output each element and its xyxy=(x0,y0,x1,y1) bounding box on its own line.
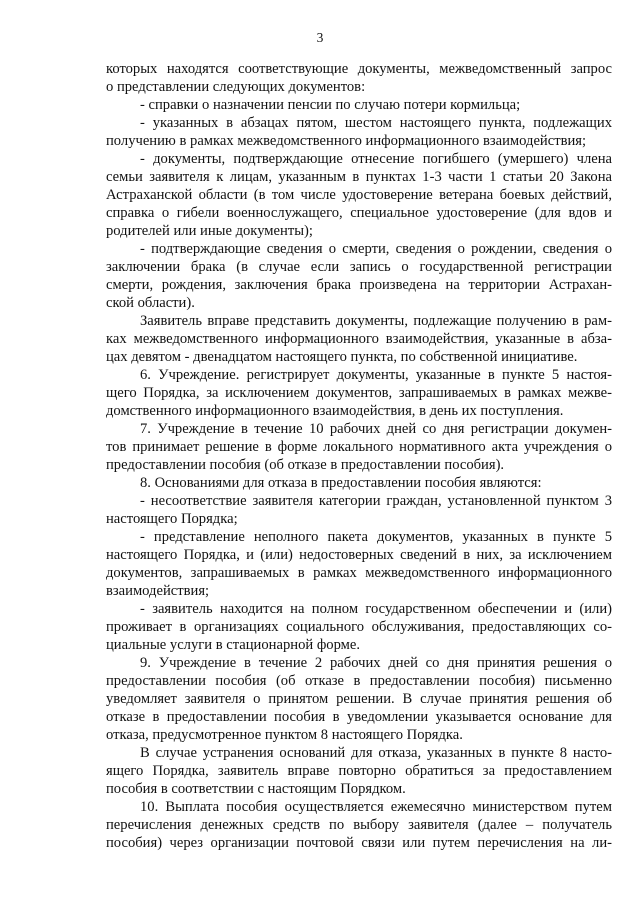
text-line: - подтверждающие сведения о смерти, сведения о рождении, сведения о xyxy=(140,241,612,257)
text-line: Астраханской области (в том числе удостоверение ветерана боевых действий, xyxy=(106,187,612,203)
text-line: отказа, предусмотренное пунктом 8 настоящего Порядка. xyxy=(106,727,463,743)
text-line: 7. Учреждение в течение 10 рабочих дней со дня регистрации докумен- xyxy=(140,421,612,437)
text-line: документов, запрашиваемых в рамках межведомственного информационного xyxy=(106,565,612,581)
text-line: домственного информационного взаимодействия, в день их поступления. xyxy=(106,403,564,419)
text-line: отказе в предоставлении пособия в уведомлении указывается основание для xyxy=(106,709,612,725)
text-line: взаимодействия; xyxy=(106,583,210,599)
text-line: 10. Выплата пособия осуществляется ежемесячно министерством путем xyxy=(140,799,612,815)
text-line: Заявитель вправе представить документы, подлежащие получению в рам- xyxy=(140,313,612,329)
text-line: справка о гибели военнослужащего, специальное удостоверение (для вдов и xyxy=(106,205,612,221)
text-line: заключении брака (в случае если запись о государственной регистрации xyxy=(106,259,612,275)
text-line: о представлении следующих документов: xyxy=(106,79,366,95)
text-line: тов принимает решение в форме локального нормативного акта учреждения о xyxy=(106,439,612,455)
text-line: смерти, рождения, заключения брака произведена на территории Астрахан- xyxy=(106,277,612,293)
text-line: - представление неполного пакета документов, указанных в пункте 5 xyxy=(140,529,612,545)
text-line: ках межведомственного информационного взаимодействия, указанные в абза- xyxy=(106,331,612,347)
text-line: родителей или иные документы); xyxy=(106,223,313,239)
text-line: - заявитель находится на полном государственном обеспечении и (или) xyxy=(140,601,612,617)
text-line: которых находятся соответствующие документы, межведомственный запрос xyxy=(106,61,612,77)
text-line: 9. Учреждение в течение 2 рабочих дней со дня принятия решения о xyxy=(140,655,612,671)
text-line: ящего Порядка, заявитель вправе повторно обратиться за предоставлением xyxy=(106,763,612,779)
text-line: 6. Учреждение. регистрирует документы, указанные в пункте 5 настоя- xyxy=(140,367,612,383)
text-line: пособия в соответствии с настоящим Порядком. xyxy=(106,781,406,797)
text-line: семьи заявителя к лицам, указанным в пунктах 1-3 части 1 статьи 20 Закона xyxy=(106,169,612,185)
text-line: - документы, подтверждающие отнесение погибшего (умершего) члена xyxy=(140,151,612,167)
text-line: получению в рамках межведомственного информационного взаимодействия; xyxy=(106,133,587,149)
text-line: 8. Основаниями для отказа в предоставлении пособия являются: xyxy=(140,475,542,491)
text-line: В случае устранения оснований для отказа, указанных в пункте 8 насто- xyxy=(140,745,612,761)
text-line: настоящего Порядка, и (или) недостоверных сведений в них, за исключением xyxy=(106,547,612,563)
text-line: цах девятом - двенадцатом настоящего пункта, по собственной инициативе. xyxy=(106,349,578,365)
document-body xyxy=(106,60,612,852)
text-line: уведомляет заявителя о принятом решении. В случае принятия решения об xyxy=(106,691,612,707)
text-line: предоставлении пособия (об отказе в предоставлении пособия) письменно xyxy=(106,673,612,689)
text-line: перечисления денежных средств по выбору заявителя (далее – получатель xyxy=(106,817,612,833)
text-line: настоящего Порядка; xyxy=(106,511,238,527)
text-line: - несоответствие заявителя категории граждан, установленной пунктом 3 xyxy=(140,493,612,509)
text-line: щего Порядка, за исключением документов, запрашиваемых в рамках межве- xyxy=(106,385,612,401)
text-line: - справки о назначении пенсии по случаю потери кормильца; xyxy=(140,97,521,113)
text-line: пособия) через организации почтовой связи или путем перечисления на ли- xyxy=(106,835,612,851)
text-line: проживает в организациях социального обслуживания, предоставляющих со- xyxy=(106,619,612,635)
text-line: циальные услуги в стационарной форме. xyxy=(106,637,361,653)
page-number: 3 xyxy=(316,30,324,45)
text-line: предоставлении пособия (об отказе в предоставлении пособия). xyxy=(106,457,505,473)
text-line: - указанных в абзацах пятом, шестом настоящего пункта, подлежащих xyxy=(140,115,612,131)
text-line: ской области). xyxy=(106,295,195,311)
